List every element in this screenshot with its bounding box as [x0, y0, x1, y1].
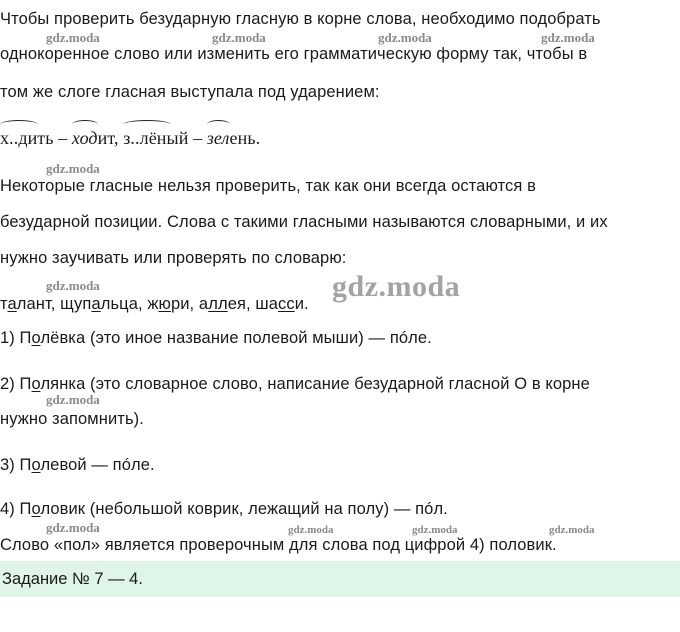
conclusion: Слово «пол» является проверочным для слова под цифрой 4) половик. [0, 536, 557, 554]
watermark: gdz.moda [46, 392, 100, 407]
note-line-3: нужно заучивать или проверять по словарю: [0, 249, 347, 267]
watermark: gdz.moda [541, 30, 595, 45]
watermark: gdz.moda [46, 520, 100, 535]
item-4: 4) Половик (небольшой коврик, лежащий на полу) — пóл. [0, 500, 448, 518]
example-word-2-ending: ит, [97, 128, 119, 148]
rule-line-1: Чтобы проверить безударную гласную в корне слова, необходимо подобрать [0, 10, 601, 28]
example-word-4-ending: ень. [229, 128, 261, 148]
example-word-3: з.. [123, 128, 139, 149]
dash: – [58, 128, 68, 148]
rule-line-2: однокоренное слово или изменить его грамматическую форму так, чтобы в [0, 45, 588, 63]
watermark: gdz.moda [46, 30, 100, 45]
item-2-continuation: нужно запомнить). [0, 410, 144, 428]
note-line-1: Некоторые гласные нельзя проверить, так как они всегда остаются в [0, 177, 536, 195]
note-line-2: безударной позиции. Слова с такими гласными называются словарными, и их [0, 213, 608, 231]
watermark-large: gdz.moda [332, 270, 461, 303]
dash: – [193, 128, 203, 148]
watermark: gdz.moda [46, 161, 100, 176]
watermark: gdz.moda [378, 30, 432, 45]
example-word-3-ending: лёный [139, 128, 189, 148]
item-1: 1) Полёвка (это иное название полевой мыши) — пóле. [0, 329, 432, 347]
example-word-4: зел [207, 128, 230, 149]
dictionary-words: талант, щупальца, жюри, аллея, шасси. [0, 295, 309, 313]
example-word-1: х.. [0, 128, 18, 149]
watermark: gdz.moda [288, 524, 334, 536]
example-word-1-ending: дить [18, 128, 54, 148]
watermark: gdz.moda [212, 30, 266, 45]
answer-banner: Задание № 7 — 4. [0, 561, 680, 597]
watermark: gdz.moda [46, 278, 100, 293]
example-row [0, 128, 260, 149]
item-2: 2) Полянка (это словарное слово, написание безударной гласной О в корне [0, 375, 590, 393]
watermark: gdz.moda [549, 524, 595, 536]
watermark: gdz.moda [412, 524, 458, 536]
item-3: 3) Полевой — пóле. [0, 456, 155, 474]
rule-line-3: том же слоге гласная выступала под ударением: [0, 83, 380, 101]
example-word-2: ход [72, 128, 98, 149]
